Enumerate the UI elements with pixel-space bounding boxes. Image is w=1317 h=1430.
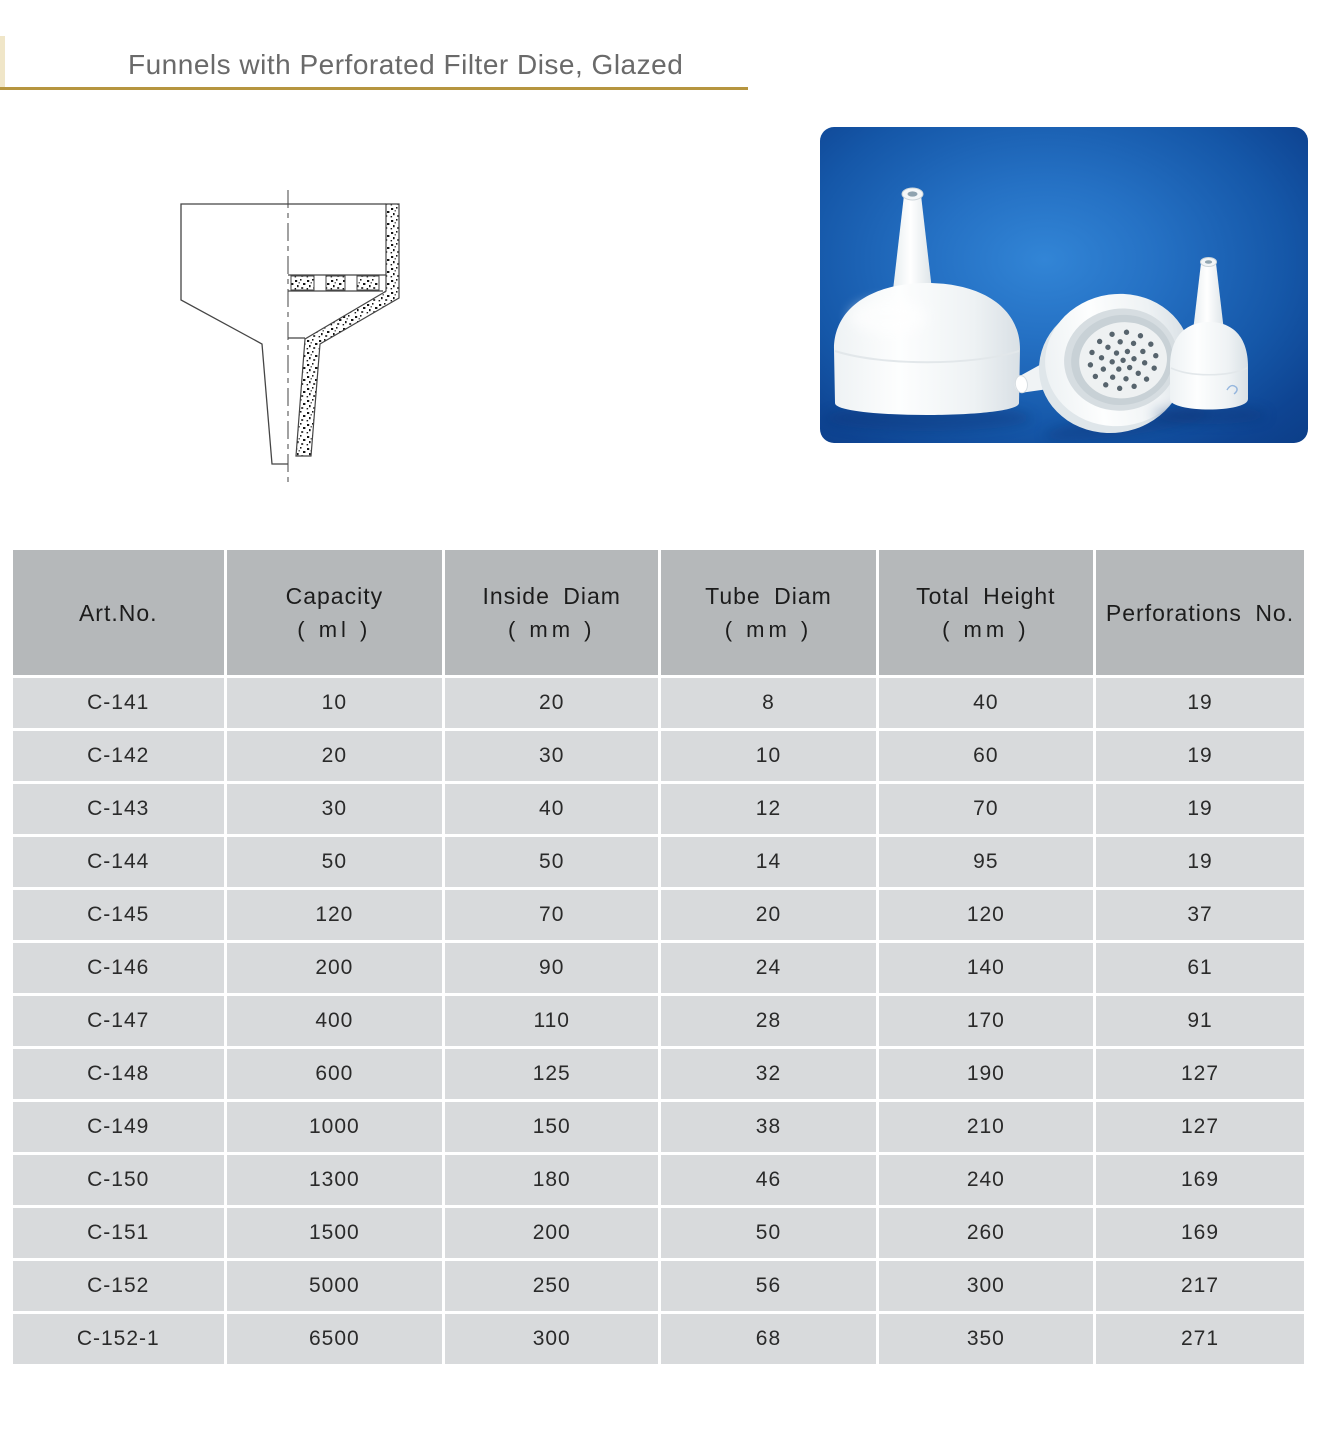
cell-total-height: 190 bbox=[877, 1048, 1094, 1101]
funnel-cross-section-drawing bbox=[150, 170, 450, 500]
cell-capacity: 1000 bbox=[225, 1101, 444, 1154]
column-header-tube-diam: Tube Diam ( mm ) bbox=[660, 549, 877, 677]
cell-inside-diam: 110 bbox=[444, 995, 660, 1048]
cell-capacity: 30 bbox=[225, 783, 444, 836]
cell-tube-diam: 50 bbox=[660, 1207, 877, 1260]
column-header-capacity: Capacity ( ml ) bbox=[225, 549, 444, 677]
page-title: Funnels with Perforated Filter Dise, Glazed bbox=[128, 49, 684, 80]
cell-inside-diam: 180 bbox=[444, 1154, 660, 1207]
cell-artno: C-151 bbox=[12, 1207, 226, 1260]
column-header-perforations: Perforations No. bbox=[1095, 549, 1306, 677]
cell-tube-diam: 32 bbox=[660, 1048, 877, 1101]
cell-perforations: 127 bbox=[1095, 1101, 1306, 1154]
cell-tube-diam: 56 bbox=[660, 1260, 877, 1313]
table-row bbox=[12, 1260, 1306, 1313]
cell-total-height: 170 bbox=[877, 995, 1094, 1048]
cell-tube-diam: 12 bbox=[660, 783, 877, 836]
cell-total-height: 210 bbox=[877, 1101, 1094, 1154]
cell-inside-diam: 150 bbox=[444, 1101, 660, 1154]
table-row bbox=[12, 730, 1306, 783]
cell-artno: C-145 bbox=[12, 889, 226, 942]
cell-capacity: 50 bbox=[225, 836, 444, 889]
cell-perforations: 127 bbox=[1095, 1048, 1306, 1101]
cell-capacity: 5000 bbox=[225, 1260, 444, 1313]
cell-artno: C-146 bbox=[12, 942, 226, 995]
cell-inside-diam: 50 bbox=[444, 836, 660, 889]
perforated-plate bbox=[288, 275, 386, 291]
cell-artno: C-144 bbox=[12, 836, 226, 889]
buchner-funnel-large bbox=[824, 188, 1032, 431]
cell-total-height: 70 bbox=[877, 783, 1094, 836]
table-row bbox=[12, 1101, 1306, 1154]
cell-inside-diam: 70 bbox=[444, 889, 660, 942]
cell-artno: C-149 bbox=[12, 1101, 226, 1154]
cell-perforations: 19 bbox=[1095, 730, 1306, 783]
cell-inside-diam: 90 bbox=[444, 942, 660, 995]
cell-capacity: 20 bbox=[225, 730, 444, 783]
column-header-total-height: Total Height ( mm ) bbox=[877, 549, 1094, 677]
column-header-artno: Art.No. bbox=[12, 549, 226, 677]
cell-artno: C-148 bbox=[12, 1048, 226, 1101]
cell-perforations: 19 bbox=[1095, 677, 1306, 730]
table-row bbox=[12, 1048, 1306, 1101]
cell-perforations: 217 bbox=[1095, 1260, 1306, 1313]
cell-capacity: 400 bbox=[225, 995, 444, 1048]
table-row bbox=[12, 1207, 1306, 1260]
sectioned-wall bbox=[296, 204, 399, 456]
cell-total-height: 240 bbox=[877, 1154, 1094, 1207]
cell-tube-diam: 14 bbox=[660, 836, 877, 889]
cell-perforations: 169 bbox=[1095, 1207, 1306, 1260]
cell-capacity: 120 bbox=[225, 889, 444, 942]
table-row bbox=[12, 889, 1306, 942]
cell-perforations: 37 bbox=[1095, 889, 1306, 942]
cell-capacity: 6500 bbox=[225, 1313, 444, 1366]
table-row bbox=[12, 783, 1306, 836]
cell-inside-diam: 125 bbox=[444, 1048, 660, 1101]
cell-inside-diam: 30 bbox=[444, 730, 660, 783]
cell-capacity: 1500 bbox=[225, 1207, 444, 1260]
cell-total-height: 120 bbox=[877, 889, 1094, 942]
cell-inside-diam: 40 bbox=[444, 783, 660, 836]
cell-tube-diam: 28 bbox=[660, 995, 877, 1048]
cell-total-height: 300 bbox=[877, 1260, 1094, 1313]
cell-inside-diam: 250 bbox=[444, 1260, 660, 1313]
cell-tube-diam: 46 bbox=[660, 1154, 877, 1207]
spec-table bbox=[10, 547, 1307, 1367]
cell-total-height: 260 bbox=[877, 1207, 1094, 1260]
cell-artno: C-147 bbox=[12, 995, 226, 1048]
cell-total-height: 140 bbox=[877, 942, 1094, 995]
cell-artno: C-142 bbox=[12, 730, 226, 783]
table-row bbox=[12, 995, 1306, 1048]
table-row bbox=[12, 836, 1306, 889]
cell-total-height: 95 bbox=[877, 836, 1094, 889]
logo-fragment bbox=[0, 36, 5, 88]
title-underline bbox=[0, 87, 748, 90]
cell-artno: C-152-1 bbox=[12, 1313, 226, 1366]
cell-capacity: 1300 bbox=[225, 1154, 444, 1207]
cell-tube-diam: 20 bbox=[660, 889, 877, 942]
cell-tube-diam: 10 bbox=[660, 730, 877, 783]
cell-perforations: 19 bbox=[1095, 783, 1306, 836]
cell-perforations: 61 bbox=[1095, 942, 1306, 995]
cell-perforations: 271 bbox=[1095, 1313, 1306, 1366]
cell-capacity: 600 bbox=[225, 1048, 444, 1101]
cell-tube-diam: 8 bbox=[660, 677, 877, 730]
cell-artno: C-152 bbox=[12, 1260, 226, 1313]
table-row bbox=[12, 1154, 1306, 1207]
cell-tube-diam: 38 bbox=[660, 1101, 877, 1154]
table-row bbox=[12, 942, 1306, 995]
cell-artno: C-150 bbox=[12, 1154, 226, 1207]
column-header-inside-diam: Inside Diam ( mm ) bbox=[444, 549, 660, 677]
funnels-photo-svg bbox=[820, 127, 1308, 443]
cell-tube-diam: 68 bbox=[660, 1313, 877, 1366]
cell-inside-diam: 20 bbox=[444, 677, 660, 730]
porcelain-buchner-funnels-photo bbox=[820, 127, 1308, 443]
cell-perforations: 91 bbox=[1095, 995, 1306, 1048]
cell-perforations: 169 bbox=[1095, 1154, 1306, 1207]
cell-artno: C-141 bbox=[12, 677, 226, 730]
cell-artno: C-143 bbox=[12, 783, 226, 836]
cell-tube-diam: 24 bbox=[660, 942, 877, 995]
cell-total-height: 350 bbox=[877, 1313, 1094, 1366]
cell-inside-diam: 200 bbox=[444, 1207, 660, 1260]
cell-capacity: 200 bbox=[225, 942, 444, 995]
cell-inside-diam: 300 bbox=[444, 1313, 660, 1366]
funnel-outline-left bbox=[181, 204, 386, 464]
cross-section-svg bbox=[150, 170, 450, 500]
cell-total-height: 60 bbox=[877, 730, 1094, 783]
cell-perforations: 19 bbox=[1095, 836, 1306, 889]
table-header-row bbox=[12, 549, 1306, 677]
cell-total-height: 40 bbox=[877, 677, 1094, 730]
table-row bbox=[12, 677, 1306, 730]
table-row bbox=[12, 1313, 1306, 1366]
cell-capacity: 10 bbox=[225, 677, 444, 730]
